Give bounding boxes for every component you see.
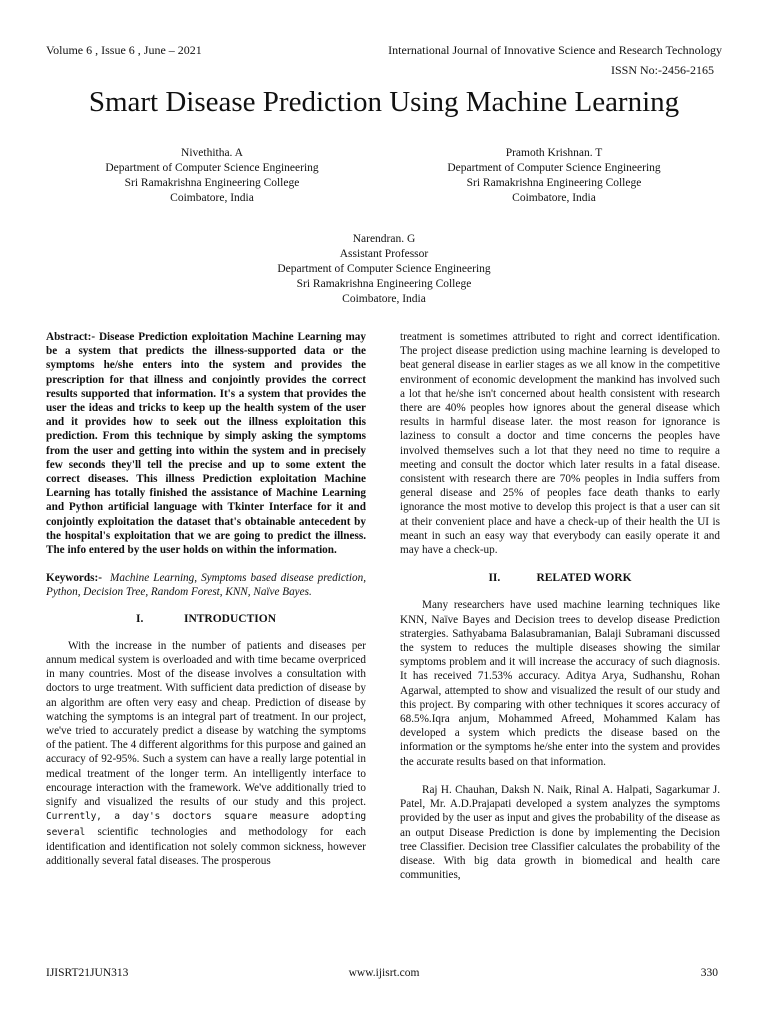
intro-continued-paragraph: treatment is sometimes attributed to right and correct identification. The project disease prediction using machine learning is developed to beat general disease in earlier stages as we all know in the competitive environment of economic development the mankind has involved such a lot that he/she isn't concerned about health consistent with research there are 40% peoples how ignores about the general disease which results in harmful disease later. the most reason for ignorance is laziness to consult a doctor and time concerns the peoples have involved themselves such a lot that they need no time to require a meeting and consult the doctor which later results in a fatal disease. consistent with research there are 70% peoples in India suffers from general disease and 25% of peoples face death thanks to early ignorance the most motive to develop this project is that a user can sit at their convenient place and have a check-up of their health the UI is meant in such an easy way that everybody can easily operate it and may have a check-up. [400, 331, 720, 557]
paper-title: Smart Disease Prediction Using Machine Learning [88, 86, 680, 118]
section-heading-related-work [400, 571, 720, 585]
intro-mono-text: Currently, a day's doctors square measure adopting several [46, 811, 366, 838]
author-3 [234, 232, 534, 307]
keywords [46, 571, 366, 599]
author-2 [404, 146, 704, 206]
section-number: II. [488, 572, 501, 585]
related-paragraph-2: Raj H. Chauhan, Daksh N. Naik, Rinal A. Halpati, Sagarkumar J. Patel, Mr. A.D.Prajapati developed a system analyzes the symptoms provided by the user as input and gives the probability of the disease as an output Disease Prediction is done by implementing the Decision tree Classifier. Decision tree Classifier calculates the probability of the disease. With big data growth in biomedical and health care communities, [400, 783, 720, 882]
section-heading-introduction [46, 612, 366, 626]
journal-url: www.ijisrt.com [348, 967, 420, 979]
page-number: 330 [700, 967, 718, 979]
related-paragraph-1: Many researchers have used machine learning techniques like KNN, Naïve Bayes and Decision trees to develop disease Prediction stratergies. Sathyabama Balasubramanian, Balaji Subramani discussed the system to reduces the multiple diseases showing the similar symptoms problem and it will increase the accuracy of such diagnosis. It has received 71.53% accuracy. Aditya Arya, Sudhanshu, Rohan Agarwal, attempted to show and visualized the result of our study and this project. By comparing with other techniques it scores accuracy of 68.5%.Iqra anjum, Mohammed Afreed, Mohammed Kalam has developed a system which predicts the disease based on the information or the symptoms he/she enter into the system and provides the accurate results based on that information. [400, 599, 720, 768]
author-1 [62, 146, 362, 206]
author-name: Nivethitha. A [181, 147, 243, 159]
issn: ISSN No:-2456-2165 [610, 63, 714, 77]
intro-paragraph [46, 639, 366, 868]
author-dept: Department of Computer Science Engineering [105, 162, 319, 174]
intro-tail-text: scientific technologies and methodology for each identification and identification not solely common sickness, however additionally several fatal diseases. The prosperous [46, 825, 367, 867]
author-name: Narendran. G [352, 233, 416, 245]
section-title: RELATED WORK [536, 572, 632, 585]
author-name: Pramoth Krishnan. T [505, 147, 603, 159]
author-college: Sri Ramakrishna Engineering College [466, 177, 642, 189]
author-college: Sri Ramakrishna Engineering College [296, 278, 472, 290]
right-column [400, 330, 720, 882]
section-number: I. [135, 612, 144, 625]
journal-name: International Journal of Innovative Science and Research Technology [388, 43, 722, 57]
author-dept: Department of Computer Science Engineering [447, 162, 661, 174]
author-city: Coimbatore, India [512, 192, 596, 204]
author-dept: Department of Computer Science Engineering [277, 263, 491, 275]
author-college: Sri Ramakrishna Engineering College [124, 177, 300, 189]
intro-text: With the increase in the number of patients and diseases per annum medical system is overloaded and with time became overpriced in many countries. Most of the disease involves a consultation with doctors to urge treatment. With sufficient data prediction of disease by an algorithm are often very easy and cheap. Prediction of disease by watching the symptoms is an integral part of treatment. In our project, we've tried to accurately predict a disease by watching the symptoms of the patient. The 4 different algorithms for this purpose and gained an accuracy of 92-95%. Such a system can have a really large potential in medical treatment of the longer term. An intelligently interface to encourage interaction with the framework. We've additionally tried to signify and visualized the results of our study and this project. [46, 639, 366, 809]
author-city: Coimbatore, India [170, 192, 254, 204]
keywords-label: Keywords:- [46, 572, 102, 585]
paper-id: IJISRT21JUN313 [46, 967, 129, 979]
author-role: Assistant Professor [339, 248, 429, 260]
keywords-text: Machine Learning, Symptoms based disease prediction, Python, Decision Tree, Random Forest, KNN, Naïve Bayes. [46, 572, 366, 599]
volume-info: Volume 6 , Issue 6 , June – 2021 [46, 43, 202, 57]
left-column [46, 330, 366, 868]
section-title: INTRODUCTION [183, 612, 276, 625]
author-city: Coimbatore, India [342, 293, 426, 305]
abstract: Abstract:- Disease Prediction exploitation Machine Learning may be a system that predicts the illness-supported data or the symptoms he/she enters into the system and provides the prescription for that illness and conjointly provides the correct results supported that information. It's a system that provides the user the ideas and tricks to keep up the health system of the user and it provides how to seek out the illness exploitation this prediction. From this technique by simply asking the symptoms from the user and getting into within the system and in precisely few seconds they'll tell the precise and up to some extent the correct diseases. This illness Prediction exploitation Machine Learning has totally finished the assistance of Machine Learning and Python artificial language with Tkinter Interface for it and conjointly exploitation the dataset that's obtainable antecedent by the hospital's exploitation that we are going to predict the illness. The info entered by the user holds on within the information. [46, 331, 366, 557]
